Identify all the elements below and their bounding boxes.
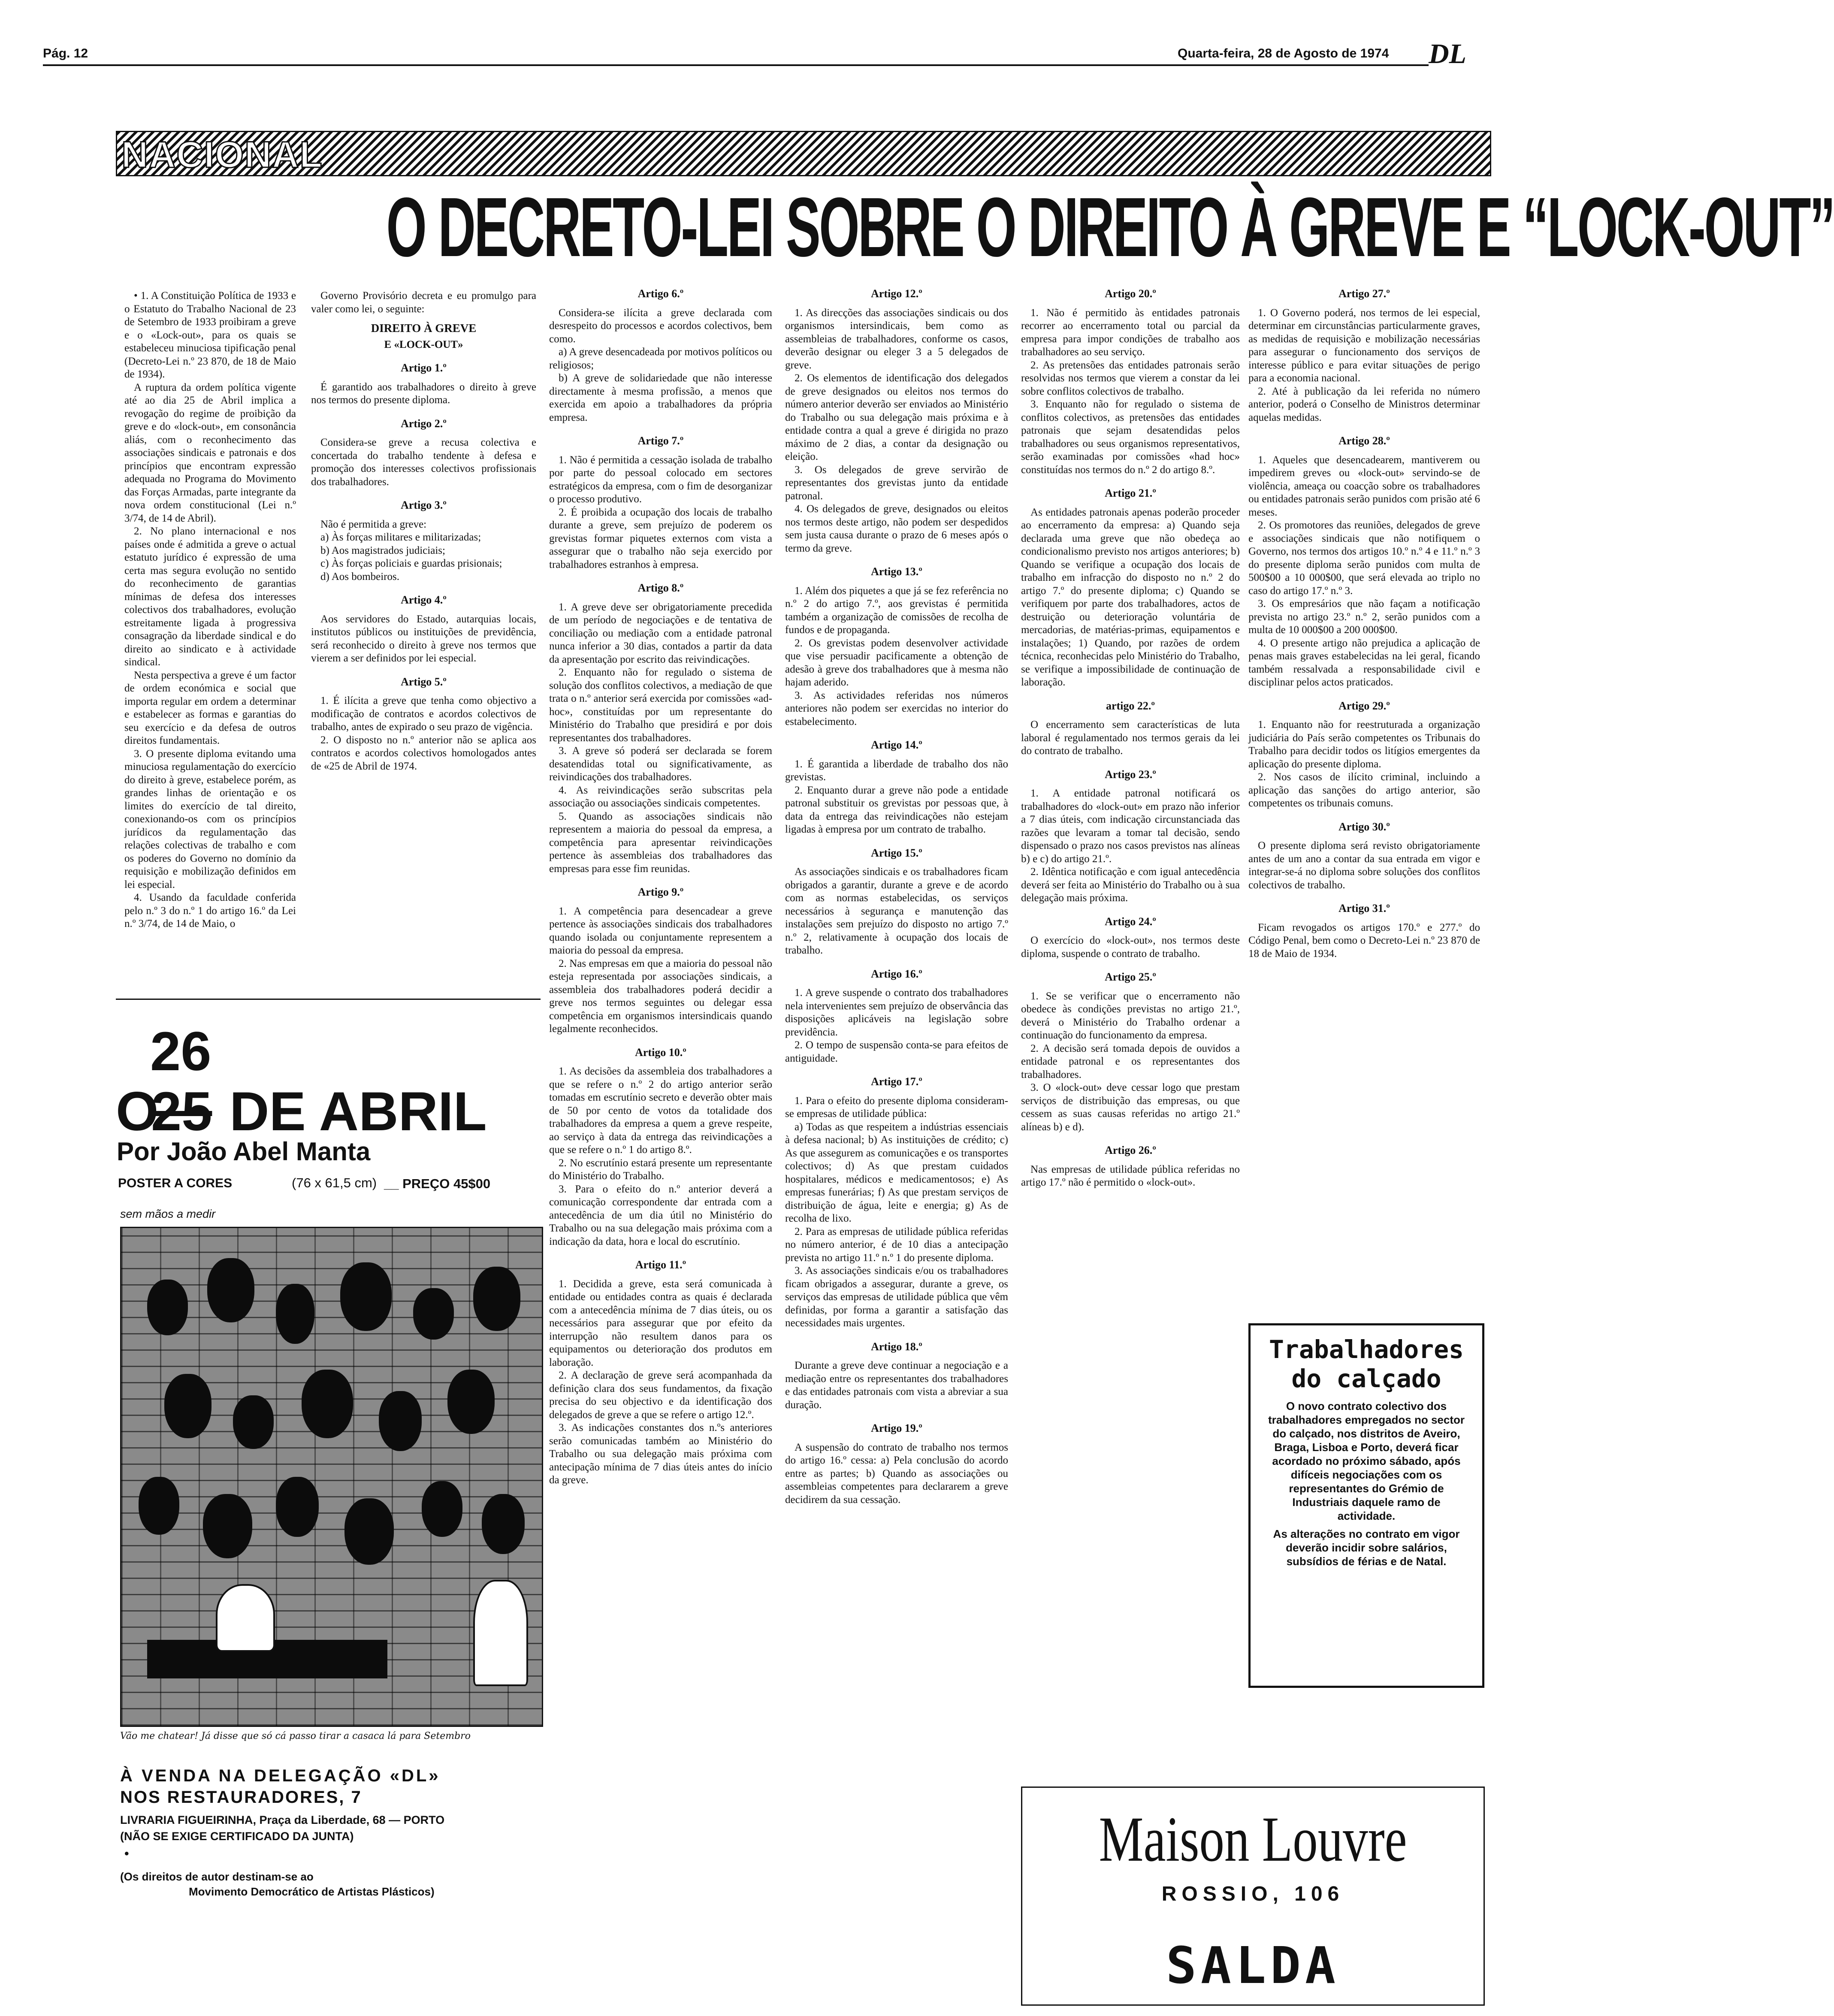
article-heading: Artigo 15.º xyxy=(871,846,922,859)
article-heading: Artigo 6.º xyxy=(638,287,684,300)
box-title-line-2: do calçado xyxy=(1291,1364,1441,1393)
paragraph: 1. Se se verificar que o encerramento não obedece às condições previstas no artigo 21.º, deverá o Ministério do Trabalho ordenar a continuação do funcionamento da empresa. xyxy=(1021,990,1240,1041)
paragraph: 1. A greve suspende o contrato dos trabalhadores nela intervenientes sem prejuízo de observância das disposições aplicáveis na legislação sobre previdência. xyxy=(785,987,1008,1038)
paragraph: 1. Aqueles que desencadearem, mantiverem ou impedirem greves ou «lock-out» servindo-se de violência, ameaça ou coacção sobre os trabalhadores ou entidades patronais serão punidos com prisão até 6 meses. xyxy=(1248,454,1480,518)
poster-top-rule xyxy=(116,999,541,1000)
illustration-figure xyxy=(344,1498,394,1565)
header-rule xyxy=(43,64,1429,66)
paragraph: Não é permitida a greve: xyxy=(320,518,427,530)
poster-rights-2: Movimento Democrático de Artistas Plásticos) xyxy=(189,1885,435,1898)
paragraph: 2. Para as empresas de utilidade pública referidas no número anterior, é de 10 dias a antecipação prevista no artigo 11.º n.º 1 do presente diploma. xyxy=(785,1225,1008,1264)
paragraph: Ficam revogados os artigos 170.º e 277.º do Código Penal, bem como o Decreto-Lei n.º 23 870 de 18 de Maio de 1934. xyxy=(1248,921,1480,960)
illustration-figure xyxy=(482,1494,525,1554)
article-heading: Artigo 30.º xyxy=(1338,820,1390,833)
paragraph: 3. Os delegados de greve servirão de representantes dos grevistas junto da entidade patronal. xyxy=(785,464,1008,502)
poster-sale-line-3: LIVRARIA FIGUEIRINHA, Praça da Liberdade, 68 — PORTO xyxy=(120,1814,445,1826)
poster-price: __ PREÇO 45$00 xyxy=(384,1176,491,1191)
paragraph: 2. No plano internacional e nos países onde é admitida a greve o actual estatuto jurídico é expressão de uma certa mas segura evolução no sentido do reconhecimento de garantias mínimas de defesa dos interesses colectivos dos trabalhadores, evolução estreitamente ligada à progressiva consagração da liberdade sindical e do direito ao sindicato e à actividade sindical. xyxy=(124,525,296,668)
illustration-figure xyxy=(413,1288,454,1340)
box-title-line-1: Trabalhadores xyxy=(1269,1335,1464,1364)
article-heading: Artigo 29.º xyxy=(1338,699,1390,712)
illustration-figure xyxy=(233,1395,274,1449)
masthead-logo: DL xyxy=(1429,38,1466,69)
illustration-figure xyxy=(164,1374,211,1438)
illustration-figure xyxy=(147,1280,188,1335)
ad-maison-louvre xyxy=(1021,1787,1485,2006)
article-heading: Artigo 1.º xyxy=(401,362,447,374)
paragraph: 1. Além dos piquetes a que já se fez referência no n.º 2 do artigo 7.º, aos grevistas é permitida também a organização de comissões de recolha de fundos e de propaganda. xyxy=(785,585,1008,636)
paragraph: a) Às forças militares e militarizadas; xyxy=(320,531,481,543)
poster-sale-line-2: NOS RESTAURADORES, 7 xyxy=(120,1788,362,1807)
article-heading: Artigo 2.º xyxy=(401,417,447,430)
paragraph: 4. Usando da faculdade conferida pelo n.º 3 do n.º 1 do artigo 16.º da Lei n.º 3/74, de 14 de Maio, o xyxy=(124,892,296,930)
paragraph: 1. Decidida a greve, esta será comunicada à entidade ou entidades contra as quais é declarada com a antecedência mínima de 7 dias úteis, ou os necessários para assegurar que por efeito da interrupção não resultem danos para os equipamentos ou deterioração dos produtos em laboração. xyxy=(549,1278,772,1368)
paragraph: 3. A greve só poderá ser declarada se forem desatendidas total ou significativamente, as reivindicações dos trabalhadores. xyxy=(549,745,772,783)
issue-date: Quarta-feira, 28 de Agosto de 1974 xyxy=(1178,46,1389,60)
paragraph: 3. Para o efeito do n.º anterior deverá a comunicação correspondente dar entrada com a antecedência de um dia útil no Ministério do Trabalho ou na sua delegação mais próxima com a indicação da data, hora e local do escrutínio. xyxy=(549,1183,772,1247)
paragraph: a) Todas as que respeitem a indústrias essenciais à defesa nacional; b) As instituições de crédito; c) As que assegurem as comunicações e os transportes colectivos; d) As que prestam cuidados hospitalares, médicos e medicamentosos; e) As empresas funerárias; f) As que prestam serviços de distribuição de água, leite e energia; g) As de recolha de lixo. xyxy=(785,1121,1008,1224)
paragraph: As associações sindicais e os trabalhadores ficam obrigados a garantir, durante a greve e de acordo com as normas estabelecidas, os serviços necessários à segurança e manutenção das instalações sem prejuízo do disposto no artigo 7.º n.º 2, relativamente à ocupação dos locais de trabalho. xyxy=(785,866,1008,956)
paragraph: d) Aos bombeiros. xyxy=(320,570,400,582)
illustration-figure xyxy=(139,1477,179,1535)
article-heading: Artigo 25.º xyxy=(1105,971,1156,983)
poster-caption-top: sem mãos a medir xyxy=(120,1207,216,1220)
paragraph: 1. Não é permitida a cessação isolada de trabalho por parte do pessoal colocado em sectores estratégicos da empresa, com o fim de desorganizar o processo produtivo. xyxy=(549,454,772,505)
poster-size: (76 x 61,5 cm) xyxy=(292,1175,377,1190)
paragraph: 4. O presente artigo não prejudica a aplicação de penas mais graves estabelecidas na lei geral, ficando também ressalvada a responsabilidade civil e disciplinar pelos actos praticados. xyxy=(1248,637,1480,688)
paragraph: 2. Até à publicação da lei referida no número anterior, poderá o Conselho de Ministros determinar aquelas medidas. xyxy=(1248,385,1480,423)
article-heading: Artigo 10.º xyxy=(635,1046,686,1059)
paragraph: 2. É proibida a ocupação dos locais de trabalho durante a greve, sem prejuízo de poderem os grevistas formar piquetes externos com vista a assegurar que o trabalho não seja exercido por trabalhadores estranhos à empresa. xyxy=(549,506,772,570)
paragraph: a) A greve desencadeada por motivos políticos ou religiosos; xyxy=(549,346,772,371)
paragraph: 2. O tempo de suspensão conta-se para efeitos de antiguidade. xyxy=(785,1039,1008,1064)
ad-shop-address: ROSSIO, 106 xyxy=(1161,1883,1345,1905)
paragraph: 1. Para o efeito do presente diploma consideram-se empresas de utilidade pública: xyxy=(785,1095,1008,1120)
illustration-figure xyxy=(302,1370,353,1438)
paragraph: 1. É garantida a liberdade de trabalho dos não grevistas. xyxy=(785,758,1008,783)
article-heading: Artigo 8.º xyxy=(638,582,684,594)
paragraph: b) A greve de solidariedade que não interesse directamente à mesma profissão, a menos que exercida em apoio a trabalhadores da própria empresa. xyxy=(549,372,772,423)
article-heading: artigo 22.º xyxy=(1106,699,1155,712)
paragraph: 4. Os delegados de greve, designados ou eleitos nos termos deste artigo, não podem ser despedidos sem justa causa durante o prazo de 6 meses após o termo da greve. xyxy=(785,503,1008,554)
article-heading: Artigo 16.º xyxy=(871,967,922,980)
main-headline: O DECRETO-LEI SOBRE O DIREITO À GREVE E “LOCK-OUT” xyxy=(386,180,1834,274)
paragraph: 2. Enquanto durar a greve não pode a entidade patronal substituir os grevistas por pessoas que, à data da entrega das reivindicações não estejam ligadas à empresa por um contrato de trabalho. xyxy=(785,784,1008,835)
paragraph: 1. Enquanto não for reestruturada a organização judiciária do País serão competentes os Tribunais do Trabalho para decidir todos os litígios emergentes da aplicação do presente diploma. xyxy=(1248,719,1480,770)
article-heading: Artigo 13.º xyxy=(871,565,922,578)
illustration-figure xyxy=(447,1370,495,1434)
illustration-figure xyxy=(207,1258,254,1322)
paragraph: Considera-se greve a recusa colectiva e concertada do trabalho tendente à defesa e promoção dos interesses colectivos profissionais dos trabalhadores. xyxy=(311,437,536,488)
paragraph: 2. Idêntica notificação e com igual antecedência deverá ser feita ao Ministério do Trabalho ou à sua delegação mais próxima. xyxy=(1021,866,1240,904)
paragraph: c) Às forças policiais e guardas prisionais; xyxy=(320,558,502,569)
poster-bullet: • xyxy=(124,1847,129,1861)
illustration-officer xyxy=(473,1580,528,1686)
poster-sale-line-4: (NÃO SE EXIGE CERTIFICADO DA JUNTA) xyxy=(120,1830,354,1843)
article-heading: Artigo 5.º xyxy=(401,675,447,688)
article-column-2 xyxy=(311,290,536,773)
poster-sale-line-1: À VENDA NA DELEGAÇÃO «DL» xyxy=(120,1766,441,1785)
paragraph: 2. Nos casos de ilícito criminal, incluindo a aplicação das sanções do artigo anterior, são competentes os tribunais comuns. xyxy=(1248,771,1480,809)
poster-o: O xyxy=(116,1081,159,1142)
article-heading: Artigo 20.º xyxy=(1105,287,1156,300)
article-heading: Artigo 7.º xyxy=(638,435,684,447)
illustration-figure xyxy=(203,1494,252,1558)
paragraph: 2. Os grevistas podem desenvolver actividade que vise persuadir pacificamente a obtenção de adesão à greve dos trabalhadores que à mesma não hajam aderido. xyxy=(785,637,1008,688)
illustration-figure xyxy=(276,1284,314,1344)
article-column-6 xyxy=(1248,287,1480,960)
illustration-figure xyxy=(276,1477,319,1537)
box-paragraph: O novo contrato colectivo dos trabalhadores empregados no sector do calçado, nos distritos de Aveiro, Braga, Lisboa e Porto, deverá ficar acordado no próximo sábado, após difíceis negociações com os representantes do Grémio de Industriais daquele ramo de actividade. xyxy=(1268,1400,1465,1522)
article-heading: Artigo 3.º xyxy=(401,499,447,511)
paragraph: 3. As associações sindicais e/ou os trabalhadores ficam obrigados a assegurar, durante a greve, os serviços das empresas de utilidade pública que vêm definidas, por forma a garantir a satisfação das necessidades mais urgentes. xyxy=(785,1265,1008,1329)
paragraph: 2. As pretensões das entidades patronais serão resolvidas nos termos que vierem a constar da lei sobre conflitos colectivos de trabalho. xyxy=(1021,359,1240,397)
poster-author: Por João Abel Manta xyxy=(117,1137,371,1166)
paragraph: 1. É ilícita a greve que tenha como objectivo a modificação de contratos e acordos colectivos de trabalho, antes de expirado o seu prazo de vigência. xyxy=(311,695,536,733)
paragraph: • 1. A Constituição Política de 1933 e o Estatuto do Trabalho Nacional de 23 de Setembro de 1933 proibiram a greve e o «Lock-out», para os quais se estabeleceu minuciosa tipificação penal (Decreto-Lei n.º 23 870, de 18 de Maio de 1934). xyxy=(124,290,296,380)
paragraph: 1. As decisões da assembleia dos trabalhadores a que se refere o n.º 2 do artigo anterior serão tomadas em escrutínio secreto e deverão obter mais de 50 por cento de votos da totalidade dos trabalhadores da empresa a quem a greve respeite, ao serviço à data da entrega das reivindicações a que se refere o n.º 1 do artigo 8.º. xyxy=(549,1065,772,1156)
paragraph: 5. Quando as associações sindicais não representem a maioria do pessoal da empresa, a competência para apresentar reivindicações pertence às assembleias dos trabalhadores das empresas para esse fim reunidas. xyxy=(549,810,772,875)
article-heading: Artigo 23.º xyxy=(1105,768,1156,781)
ad-shop-name: Maison Louvre xyxy=(1099,1804,1407,1875)
box-paragraph: As alterações no contrato em vigor deverão incidir sobre salários, subsídios de férias e de Natal. xyxy=(1273,1527,1460,1568)
article-heading: Artigo 17.º xyxy=(871,1075,922,1088)
article-heading: Artigo 28.º xyxy=(1338,435,1390,447)
decree-subtitle: E «LOCK-OUT» xyxy=(384,338,463,350)
paragraph: 1. A competência para desencadear a greve pertence às associações sindicais dos trabalhadores quando isolada ou conjuntamente representem a maioria do pessoal da empresa. xyxy=(549,905,772,956)
paragraph: Nas empresas de utilidade pública referidas no artigo 17.º não é permitido o «lock-out». xyxy=(1021,1163,1240,1188)
paragraph: 1. A entidade patronal notificará os trabalhadores do «lock-out» em prazo não inferior a 7 dias úteis, com indicação circunstanciada das razões que levaram a tomar tal decisão, sendo dispensado o prazo nos casos previstos nas alíneas b) e c) do artigo 21.º. xyxy=(1021,788,1240,865)
paragraph: b) Aos magistrados judiciais; xyxy=(320,544,445,556)
paragraph: 1. As direcções das associações sindicais ou dos organismos intersindicais, bem como as assembleias de trabalhadores, conforme os casos, deverão designar ou eleger 3 a 5 delegados de greve. xyxy=(785,307,1008,371)
paragraph: A ruptura da ordem política vigente até ao dia 25 de Abril implica a revogação do regime de proibição da greve e do «lock-out», em consonância aliás, com o reconhecimento das associações sindicais e patronais e dos princípios que encontram expressão adequada no Programa do Movimento das Forças Armadas, parte integrante da nova ordem constitucional (Lei n.º 3/74, de 14 de Abril). xyxy=(124,381,296,524)
article-heading: Artigo 26.º xyxy=(1105,1144,1156,1156)
illustration-figure xyxy=(422,1481,462,1537)
illustration-figure xyxy=(340,1262,392,1331)
paragraph: 2. No escrutínio estará presente um representante do Ministério do Trabalho. xyxy=(549,1157,772,1182)
paragraph: Considera-se ilícita a greve declarada com desrespeito do processos e acordos colectivos, bem como. xyxy=(549,307,772,345)
illustration-man xyxy=(216,1584,275,1652)
article-heading: Artigo 12.º xyxy=(871,287,922,300)
poster-illustration xyxy=(120,1227,543,1727)
paragraph: 1. A greve deve ser obrigatoriamente precedida de um período de negociações e de tentativa de conciliação ou mediação com a entidade patronal nunca inferior a 30 dias, contados a partir da data da apresentação por escrito das reivindicações. xyxy=(549,601,772,665)
decree-title: DIREITO À GREVE xyxy=(371,322,477,335)
poster-rights-1: (Os direitos de autor destinam-se ao xyxy=(120,1870,314,1883)
article-heading: Artigo 19.º xyxy=(871,1422,922,1434)
section-banner xyxy=(116,131,1491,176)
paragraph: 2. O disposto no n.º anterior não se aplica aos contratos e acordos colectivos homologados antes de «25 de Abril de 1974. xyxy=(311,734,536,772)
paragraph: Nesta perspectiva a greve é um factor de ordem económica e social que importa regular em ordem a determinar e estabelecer as formas e garantias do seu exercício e da defesa de outros direitos fundamentais. xyxy=(124,669,296,746)
paragraph: Governo Provisório decreta e eu promulgo para valer como lei, o seguinte: xyxy=(311,290,536,315)
paragraph: O encerramento sem características de luta laboral é regulamentado nos termos gerais da lei do contrato de trabalho. xyxy=(1021,719,1240,757)
article-heading: Artigo 24.º xyxy=(1105,915,1156,928)
article-column-5 xyxy=(1021,287,1240,1189)
paragraph: 1. Não é permitido às entidades patronais recorrer ao encerramento total ou parcial da empresa para impor condições de trabalho aos trabalhadores ao seu serviço. xyxy=(1021,307,1240,358)
article-column-3 xyxy=(549,287,772,1487)
poster-new-number: 26 xyxy=(150,1021,211,1082)
page-number: Pág. 12 xyxy=(43,46,88,60)
poster-caption-bottom: Vão me chatear! Já disse que só cá passo tirar a casaca lá para Setembro xyxy=(120,1731,471,1741)
paragraph: 3. O presente diploma evitando uma minuciosa regulamentação do exercício do direito à greve, estabelece porém, as grandes linhas de orientação e os limites do exercício de tal direito, conexionando-os com os princípios jurídicos da regulamentação das relações colectivas de trabalho e com os poderes do Governo no domínio da requisição e mobilização definidos em lei especial. xyxy=(124,748,296,890)
article-column-1 xyxy=(124,290,296,931)
article-heading: Artigo 11.º xyxy=(635,1258,686,1271)
paragraph: 3. As actividades referidas nos números anteriores não podem ser exercidas no interior do estabelecimento. xyxy=(785,689,1008,727)
section-label: NACIONAL xyxy=(121,134,323,175)
ad-sale-label: SALDA xyxy=(1166,1936,1340,1995)
paragraph: As entidades patronais apenas poderão proceder ao encerramento da empresa: a) Quando seja declarada uma greve que não obedeça ao condicionalismo previsto nos artigos anteriores; b) Quando se verifique a ocupação dos locais de trabalho em infracção do disposto no n.º 2 do artigo 7.º do presente diploma; c) Quando se verifiquem por parte dos trabalhadores, actos de destruição ou deterioração voluntária de mercadorias, de matérias-primas, equipamentos e instalações; 1) Quando, por razões de ordem técnica, reconhecidas pelo Ministério do Trabalho, se verifique a impossibilidade de continuação de laboração. xyxy=(1021,506,1240,688)
paragraph: A suspensão do contrato de trabalho nos termos do artigo 16.º cessa: a) Pela conclusão do acordo entre as partes; b) Quando as associações ou assembleias competentes para declararem a greve decidirem da sua cessação. xyxy=(785,1441,1008,1506)
paragraph: É garantido aos trabalhadores o direito à greve nos termos do presente diploma. xyxy=(311,381,536,406)
paragraph: 2. A declaração de greve será acompanhada da definição clara dos seus fundamentos, da fixação precisa do seu objectivo e da identificação dos delegados de greve a que se refere o artigo 12.º. xyxy=(549,1370,772,1421)
article-heading: Artigo 9.º xyxy=(638,886,684,898)
article-heading: Artigo 31.º xyxy=(1338,902,1390,914)
paragraph: 3. O «lock-out» deve cessar logo que prestam serviços de distribuição das empresas, ou que cessem as suas causas referidas no artigo 21.º alíneas b) e d). xyxy=(1021,1082,1240,1133)
article-heading: Artigo 14.º xyxy=(871,739,922,751)
paragraph: 2. Nas empresas em que a maioria do pessoal não esteja representada por associações sindicais, a assembleia dos trabalhadores poderá decidir a greve nos termos seguintes ou delegar essa competência em organismos intersindicais quando legalmente reconhecidos. xyxy=(549,957,772,1035)
article-heading: Artigo 21.º xyxy=(1105,487,1156,499)
poster-title: DE ABRIL xyxy=(230,1081,487,1142)
paragraph: O presente diploma será revisto obrigatoriamente antes de um ano a contar da sua entrada em vigor e integrar-se-á no diploma sobre soluções dos conflitos colectivos de trabalho. xyxy=(1248,840,1480,891)
article-heading: Artigo 18.º xyxy=(871,1340,922,1353)
paragraph: Aos servidores do Estado, autarquias locais, institutos públicos ou instituições de previdência, será reconhecido o direito à greve nos termos que vierem a ser definidos por lei especial. xyxy=(311,613,536,664)
paragraph: 4. As reivindicações serão subscritas pela associação ou associações sindicais competentes. xyxy=(549,784,772,809)
paragraph: 3. As indicações constantes dos n.ºs anteriores serão comunicadas também ao Ministério do Trabalho ou sua delegação mais próxima com antecipação mínima de 7 dias úteis antes do início da greve. xyxy=(549,1422,772,1486)
paragraph: O exercício do «lock-out», nos termos deste diploma, suspende o contrato de trabalho. xyxy=(1021,935,1240,960)
paragraph: 3. Enquanto não for regulado o sistema de conflitos colectivos, as pretensões das entidades patronais que sejam desatendidas pelos trabalhadores ou seus organismos representativos, serão examinadas por comissões «had hoc» constituídas nos termos do n.º 2 do artigo 8.º. xyxy=(1021,398,1240,476)
illustration-figure xyxy=(473,1267,520,1331)
poster-label: POSTER A CORES xyxy=(118,1176,233,1190)
paragraph: 3. Os empresários que não façam a notificação prevista no artigo 23.º n.º 2, serão punidos com a multa de 10 000$00 a 200 000$00. xyxy=(1248,598,1480,636)
paragraph: 2. Enquanto não for regulado o sistema de solução dos conflitos colectivos, a mediação de que trata o n.º anterior será exercida por comissões «ad-hoc», constituídas por um representante do Ministério do Trabalho que presidirá e por dois representantes dos trabalhadores. xyxy=(549,667,772,744)
paragraph: 1. O Governo poderá, nos termos de lei especial, determinar em circunstâncias particularmente graves, as medidas de requisição e mobilização necessárias para assegurar o funcionamento dos serviços de interesse público e para evitar situações de perigo para a economia nacional. xyxy=(1248,307,1480,384)
news-box-calcado xyxy=(1248,1323,1484,1688)
paragraph: 2. A decisão será tomada depois de ouvidos a entidade patronal e os representantes dos trabalhadores. xyxy=(1021,1042,1240,1080)
illustration-figure xyxy=(379,1391,422,1451)
paragraph: Durante a greve deve continuar a negociação e a mediação entre os representantes dos trabalhadores e das entidades patronais com vista a abreviar a sua duração. xyxy=(785,1360,1008,1411)
article-column-4 xyxy=(785,287,1008,1506)
paragraph: 2. Os elementos de identificação dos delegados de greve designados ou eleitos nos termos do número anterior deverão ser enviados ao Ministério do Trabalho ou sua delegação mais próxima e à entidade contra a qual a greve é dirigida no prazo máximo de 2 dias, a contar da designação ou eleição. xyxy=(785,372,1008,462)
paragraph: 2. Os promotores das reuniões, delegados de greve e associações sindicais que não notifiquem o Governo, nos termos dos artigos 10.º n.º 4 e 11.º n.º 3 do presente diploma serão punidos com multa de 500$00 a 10 000$00, que será elevada ao triplo no caso do artigo 17.º n.º 3. xyxy=(1248,519,1480,597)
poster-old-number: 25 xyxy=(151,1081,212,1142)
article-heading: Artigo 27.º xyxy=(1338,287,1390,300)
article-heading: Artigo 4.º xyxy=(401,594,447,606)
